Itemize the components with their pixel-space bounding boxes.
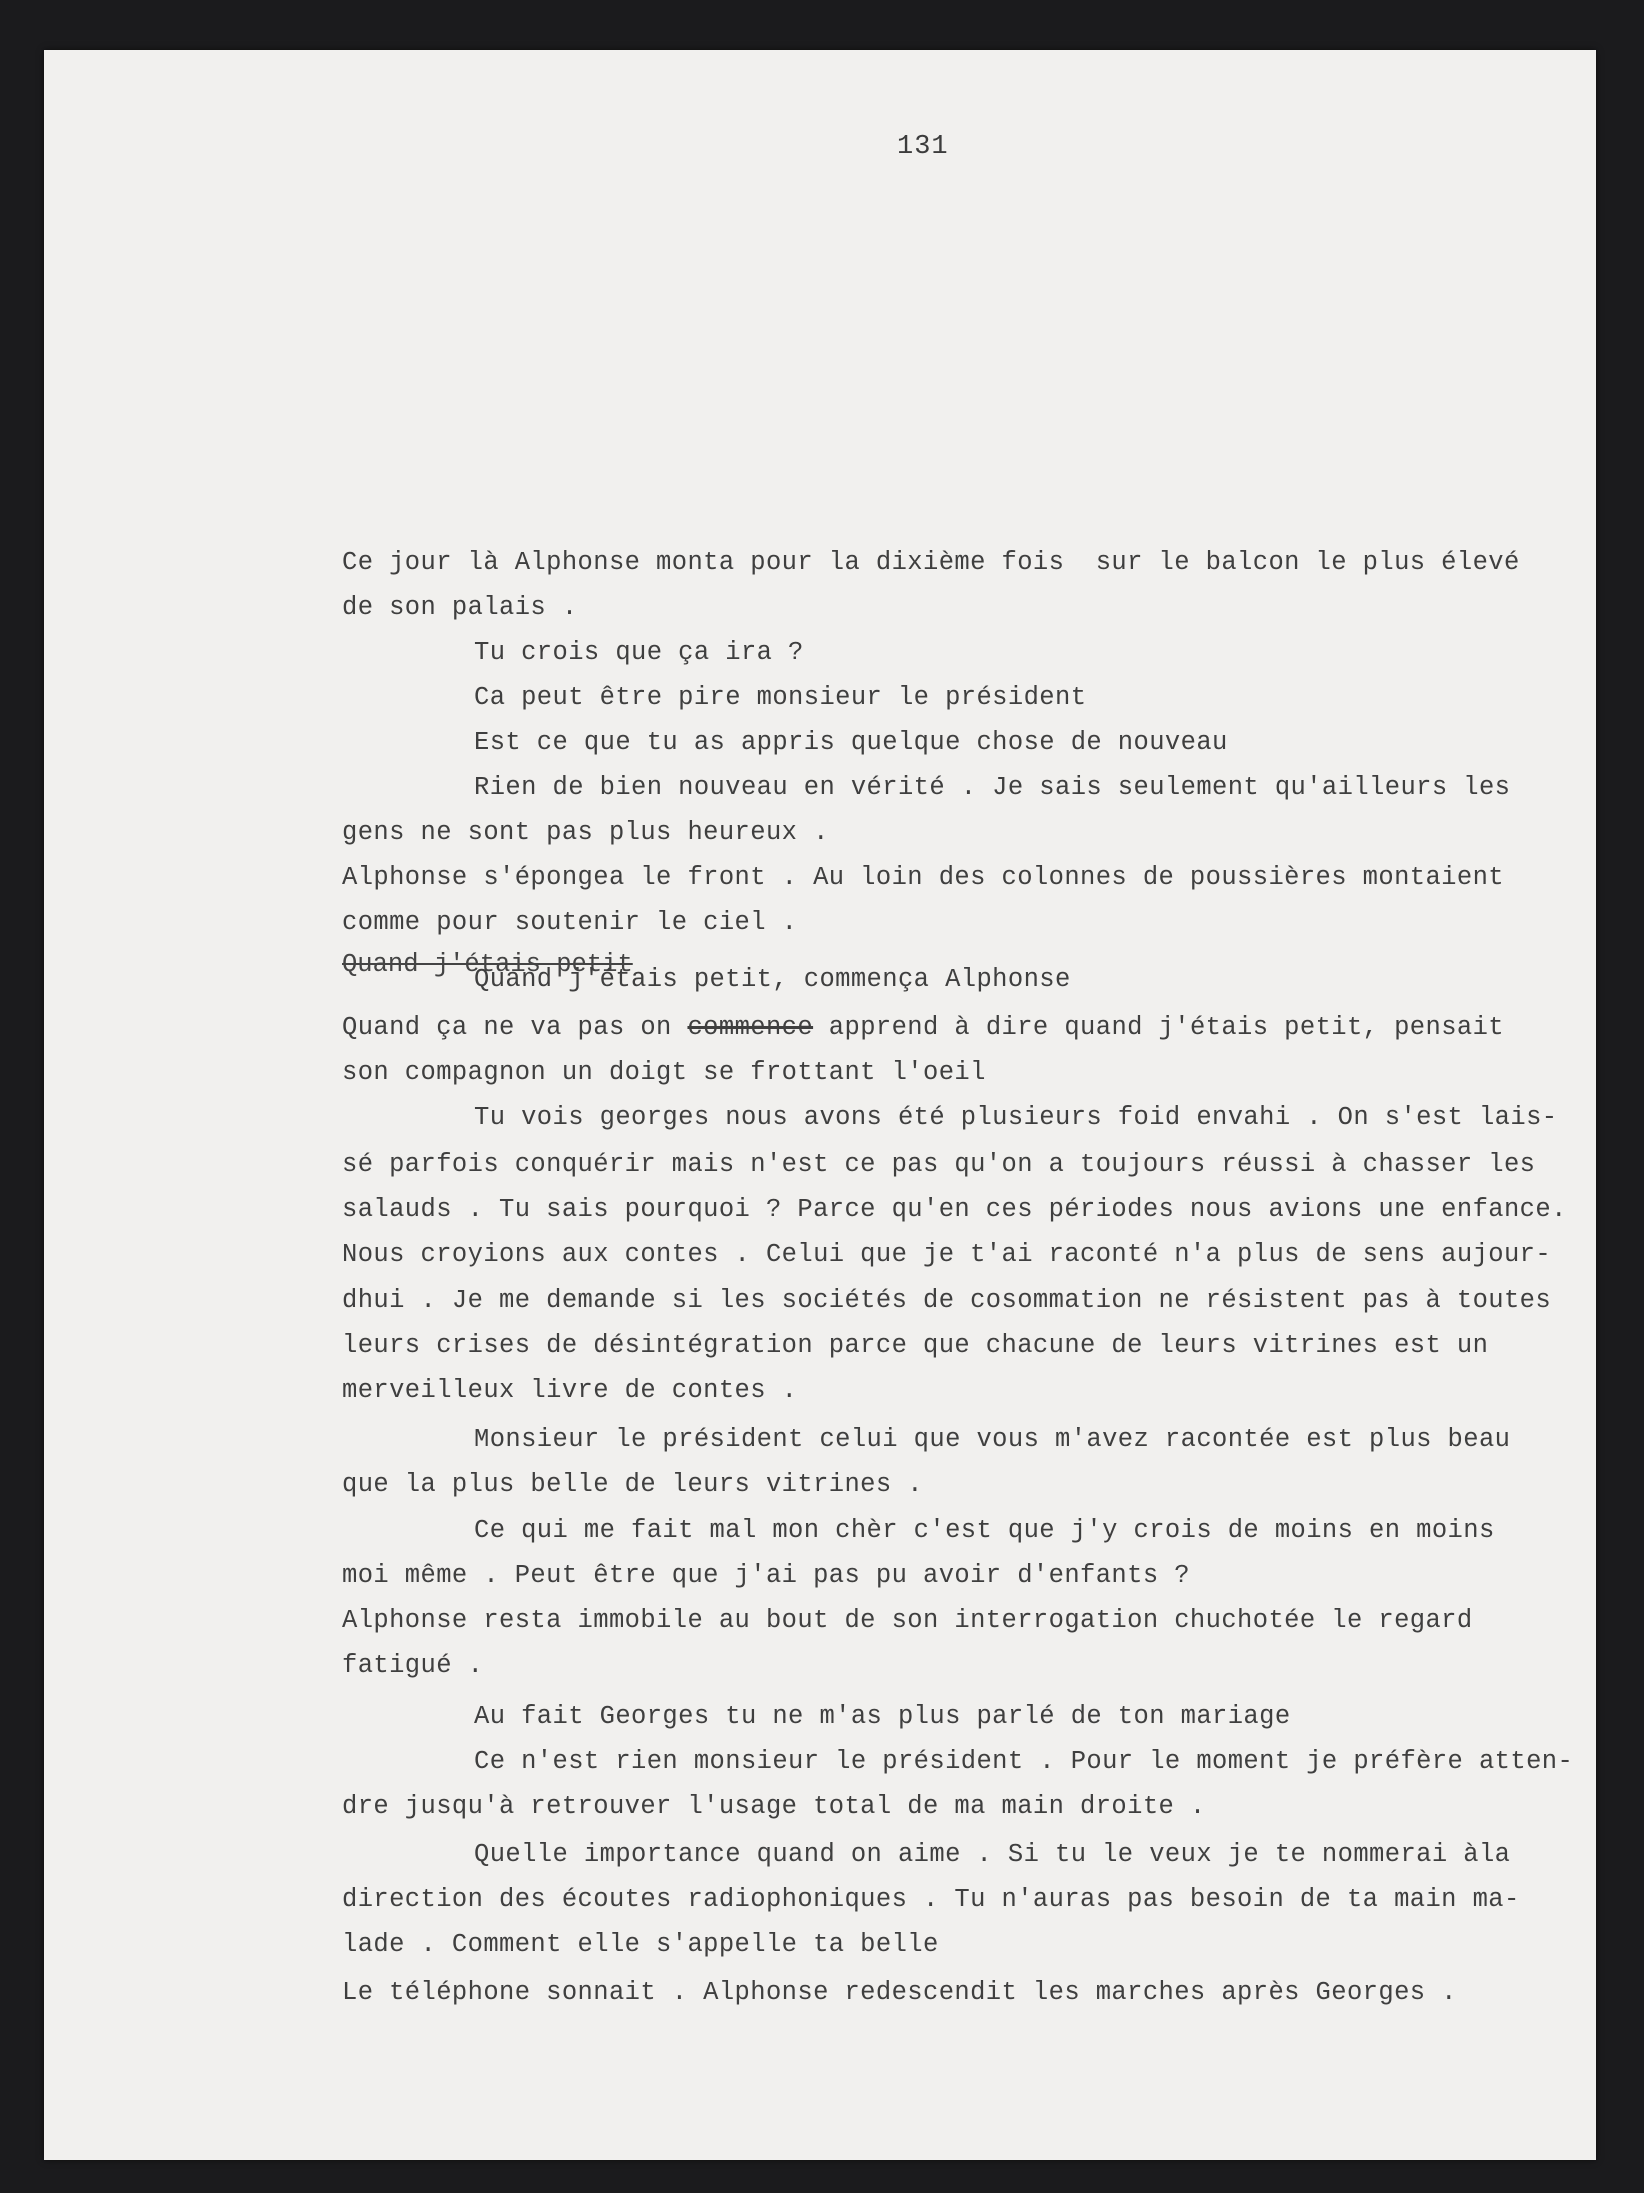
text-line-21: que la plus belle de leurs vitrines . xyxy=(342,1470,923,1499)
text-line-14: sé parfois conquérir mais n'est ce pas qu'on a toujours réussi à chasser les xyxy=(342,1150,1536,1179)
text-line-26: Au fait Georges tu ne m'as plus parlé de ton mariage xyxy=(474,1702,1291,1731)
text-line-11-end: apprend à dire quand j'étais petit, pensait xyxy=(813,1013,1505,1042)
text-line-1: Ce jour là Alphonse monta pour la dixième fois sur le balcon le plus élevé xyxy=(342,548,1520,577)
text-line-31: lade . Comment elle s'appelle ta belle xyxy=(342,1930,939,1959)
text-line-8: Alphonse s'épongea le front . Au loin des colonnes de poussières montaient xyxy=(342,863,1504,892)
text-line-6: Rien de bien nouveau en vérité . Je sais seulement qu'ailleurs les xyxy=(474,773,1511,802)
typed-page xyxy=(44,50,1596,2160)
text-line-3: Tu crois que ça ira ? xyxy=(474,638,804,667)
text-line-11 xyxy=(342,1013,1504,1042)
text-line-28: dre jusqu'à retrouver l'usage total de ma main droite . xyxy=(342,1792,1206,1821)
text-line-7: gens ne sont pas plus heureux . xyxy=(342,818,829,847)
text-line-13: Tu vois georges nous avons été plusieurs foid envahi . On s'est lais- xyxy=(474,1103,1558,1132)
text-line-11-start: Quand ça ne va pas on xyxy=(342,1013,688,1042)
text-line-25: fatigué . xyxy=(342,1651,484,1680)
text-line-10: Quand j'étais petit, commença Alphonse xyxy=(474,965,1071,994)
text-line-16: Nous croyions aux contes . Celui que je t'ai raconté n'a plus de sens aujour- xyxy=(342,1240,1552,1269)
text-line-32: Le téléphone sonnait . Alphonse redescendit les marches après Georges . xyxy=(342,1978,1457,2007)
text-line-22: Ce qui me fait mal mon chèr c'est que j'y crois de moins en moins xyxy=(474,1516,1495,1545)
text-line-17: dhui . Je me demande si les sociétés de cosommation ne résistent pas à toutes xyxy=(342,1286,1552,1315)
text-line-4: Ca peut être pire monsieur le président xyxy=(474,683,1087,712)
text-line-24: Alphonse resta immobile au bout de son interrogation chuchotée le regard xyxy=(342,1606,1473,1635)
text-line-30: direction des écoutes radiophoniques . Tu n'auras pas besoin de ta main ma- xyxy=(342,1885,1520,1914)
text-line-5: Est ce que tu as appris quelque chose de nouveau xyxy=(474,728,1228,757)
text-line-23: moi même . Peut être que j'ai pas pu avoir d'enfants ? xyxy=(342,1561,1190,1590)
text-line-19: merveilleux livre de contes . xyxy=(342,1376,798,1405)
text-line-27: Ce n'est rien monsieur le président . Pour le moment je préfère atten- xyxy=(474,1747,1574,1776)
text-line-12: son compagnon un doigt se frottant l'oeil xyxy=(342,1058,986,1087)
text-line-29: Quelle importance quand on aime . Si tu le veux je te nommerai àla xyxy=(474,1840,1511,1869)
text-line-15: salauds . Tu sais pourquoi ? Parce qu'en ces périodes nous avions une enfance. xyxy=(342,1195,1567,1224)
text-line-18: leurs crises de désintégration parce que chacune de leurs vitrines est un xyxy=(342,1331,1489,1360)
struck-line: Quand j'étais petit xyxy=(342,950,633,979)
text-line-20: Monsieur le président celui que vous m'avez racontée est plus beau xyxy=(474,1425,1511,1454)
struck-word: commence xyxy=(687,1013,814,1042)
text-line-9: comme pour soutenir le ciel . xyxy=(342,908,798,937)
page-number: 131 xyxy=(897,132,949,162)
text-line-2: de son palais . xyxy=(342,593,578,622)
